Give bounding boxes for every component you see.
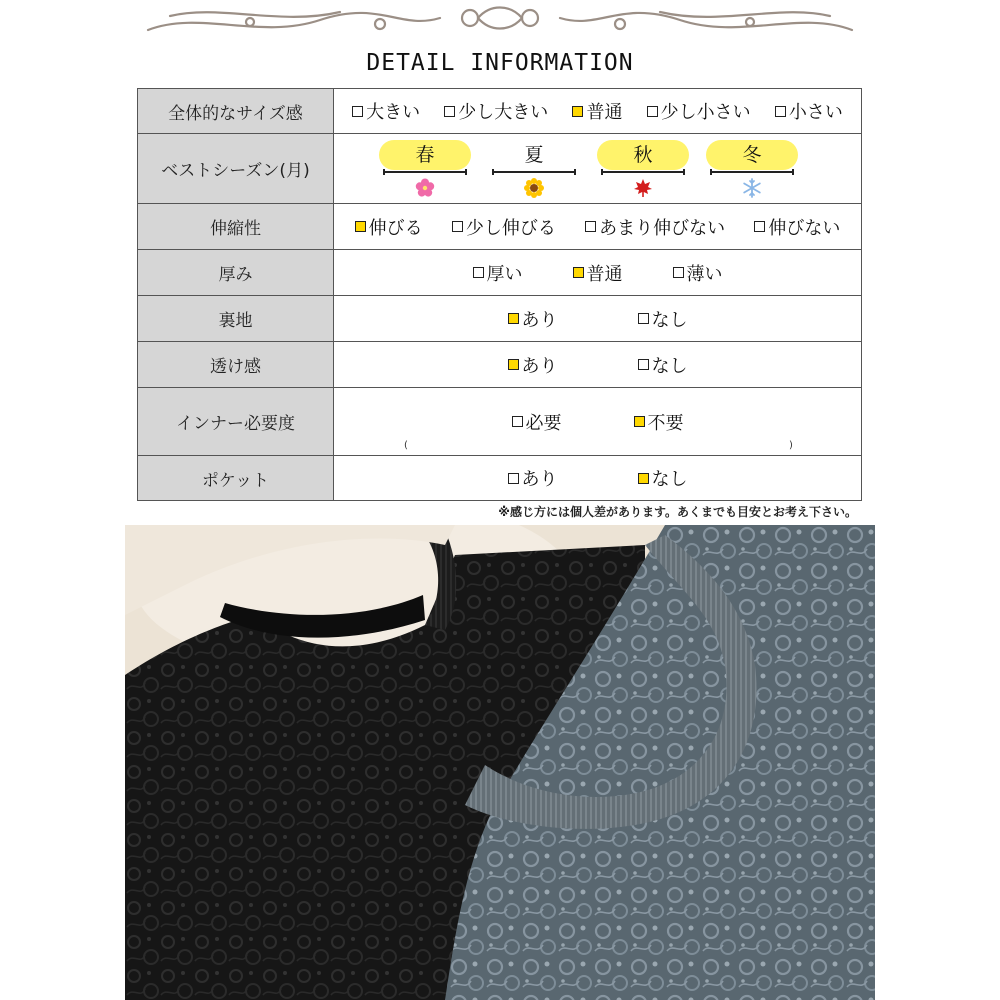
checkbox-empty-icon: [444, 106, 455, 117]
option-item: [647, 98, 751, 124]
snowflake-icon: [742, 178, 762, 198]
option-label: 小さい: [788, 102, 843, 123]
option-item: [634, 409, 684, 435]
option-item: [444, 98, 548, 124]
option-label: 大きい: [366, 102, 421, 123]
option-item: [775, 98, 843, 124]
option-label: 厚い: [486, 263, 523, 285]
checkbox-empty-icon: [508, 473, 519, 484]
row-label-lining: 裏地: [138, 296, 334, 342]
row-value-stretch: [334, 204, 862, 250]
option-label: 必要: [525, 412, 562, 434]
product-photo: [125, 525, 875, 1000]
option-label: 薄い: [686, 263, 723, 285]
row-label-thickness: 厚み: [138, 250, 334, 296]
option-label: あり: [521, 355, 558, 377]
checkbox-empty-icon: [352, 106, 363, 117]
option-item: [352, 98, 420, 124]
season-label: 夏: [524, 144, 544, 166]
season-winter: [706, 140, 798, 198]
option-item: [508, 465, 558, 491]
option-item: [585, 214, 725, 240]
options-size: [334, 89, 861, 133]
option-label: なし: [651, 309, 688, 331]
season-list: [379, 140, 819, 198]
option-item: [508, 306, 558, 332]
checkbox-checked-icon: [508, 313, 519, 324]
option-item: [473, 260, 523, 286]
detail-table: [137, 88, 862, 501]
checkbox-empty-icon: [473, 267, 484, 278]
checkbox-empty-icon: [638, 313, 649, 324]
row-value-inner: [334, 388, 862, 456]
option-label: 少し大きい: [458, 102, 549, 123]
paren-close: ): [789, 440, 793, 451]
table-row: [138, 388, 862, 456]
row-value-season: [334, 134, 862, 204]
season-label: 秋: [597, 140, 689, 170]
row-value-lining: [334, 296, 862, 342]
table-row: [138, 250, 862, 296]
season-label: 冬: [706, 140, 798, 170]
row-value-size: [334, 89, 862, 134]
checkbox-checked-icon: [508, 359, 519, 370]
option-label: 少し小さい: [660, 102, 751, 123]
table-row: [138, 134, 862, 204]
option-item: [754, 214, 840, 240]
row-label-stretch: 伸縮性: [138, 204, 334, 250]
table-row: [138, 204, 862, 250]
checkbox-checked-icon: [634, 416, 645, 427]
option-item: [508, 352, 558, 378]
checkbox-checked-icon: [355, 221, 366, 232]
option-item: [673, 260, 723, 286]
row-label-inner: インナー必要度: [138, 388, 334, 456]
option-item: [573, 260, 623, 286]
option-label: あり: [521, 309, 558, 331]
option-item: [638, 352, 688, 378]
maple-leaf-icon: [633, 178, 653, 198]
option-item: [572, 98, 622, 124]
option-item: [638, 465, 688, 491]
table-row: [138, 456, 862, 501]
row-label-size: 全体的なサイズ感: [138, 89, 334, 134]
option-item: [512, 409, 562, 435]
checkbox-empty-icon: [673, 267, 684, 278]
season-autumn: [597, 140, 689, 198]
row-label-sheer: 透け感: [138, 342, 334, 388]
disclaimer-note: ※感じ方には個人差があります。あくまでも目安とお考え下さい。: [498, 505, 857, 519]
option-label: あり: [521, 469, 558, 490]
sakura-flower-icon: [415, 178, 435, 198]
option-label: 不要: [647, 412, 684, 434]
paren-open: (: [404, 440, 408, 451]
option-label: なし: [651, 469, 688, 490]
checkbox-empty-icon: [754, 221, 765, 232]
season-summer: [488, 140, 580, 198]
option-item: [452, 214, 556, 240]
row-label-season: ベストシーズン(月): [138, 134, 334, 204]
option-label: あまり伸びない: [599, 217, 726, 239]
season-spring: [379, 140, 471, 198]
option-label: 少し伸びる: [465, 217, 556, 239]
checkbox-empty-icon: [647, 106, 658, 117]
season-label: 春: [379, 140, 471, 170]
option-item: [638, 306, 688, 332]
checkbox-checked-icon: [573, 267, 584, 278]
table-row: [138, 342, 862, 388]
sunflower-icon: [524, 178, 544, 198]
checkbox-empty-icon: [452, 221, 463, 232]
row-value-pocket: [334, 456, 862, 501]
option-label: なし: [651, 355, 688, 377]
option-label: 伸びる: [368, 217, 423, 239]
row-value-thickness: [334, 250, 862, 296]
checkbox-empty-icon: [512, 416, 523, 427]
options-sheer: [334, 342, 861, 387]
options-inner: [334, 399, 861, 445]
options-lining: [334, 296, 861, 341]
option-label: 普通: [586, 263, 623, 285]
page-title: DETAIL INFORMATION: [366, 50, 634, 76]
options-stretch: [334, 204, 861, 249]
checkbox-checked-icon: [572, 106, 583, 117]
decorative-ornament: [140, 0, 860, 42]
checkbox-checked-icon: [638, 473, 649, 484]
option-label: 普通: [586, 102, 623, 123]
checkbox-empty-icon: [585, 221, 596, 232]
table-row: [138, 89, 862, 134]
row-value-sheer: [334, 342, 862, 388]
options-pocket: [334, 456, 861, 500]
options-thickness: [334, 250, 861, 295]
option-item: [355, 214, 423, 240]
checkbox-empty-icon: [638, 359, 649, 370]
checkbox-empty-icon: [775, 106, 786, 117]
row-label-pocket: ポケット: [138, 456, 334, 501]
option-label: 伸びない: [768, 217, 841, 239]
table-row: [138, 296, 862, 342]
